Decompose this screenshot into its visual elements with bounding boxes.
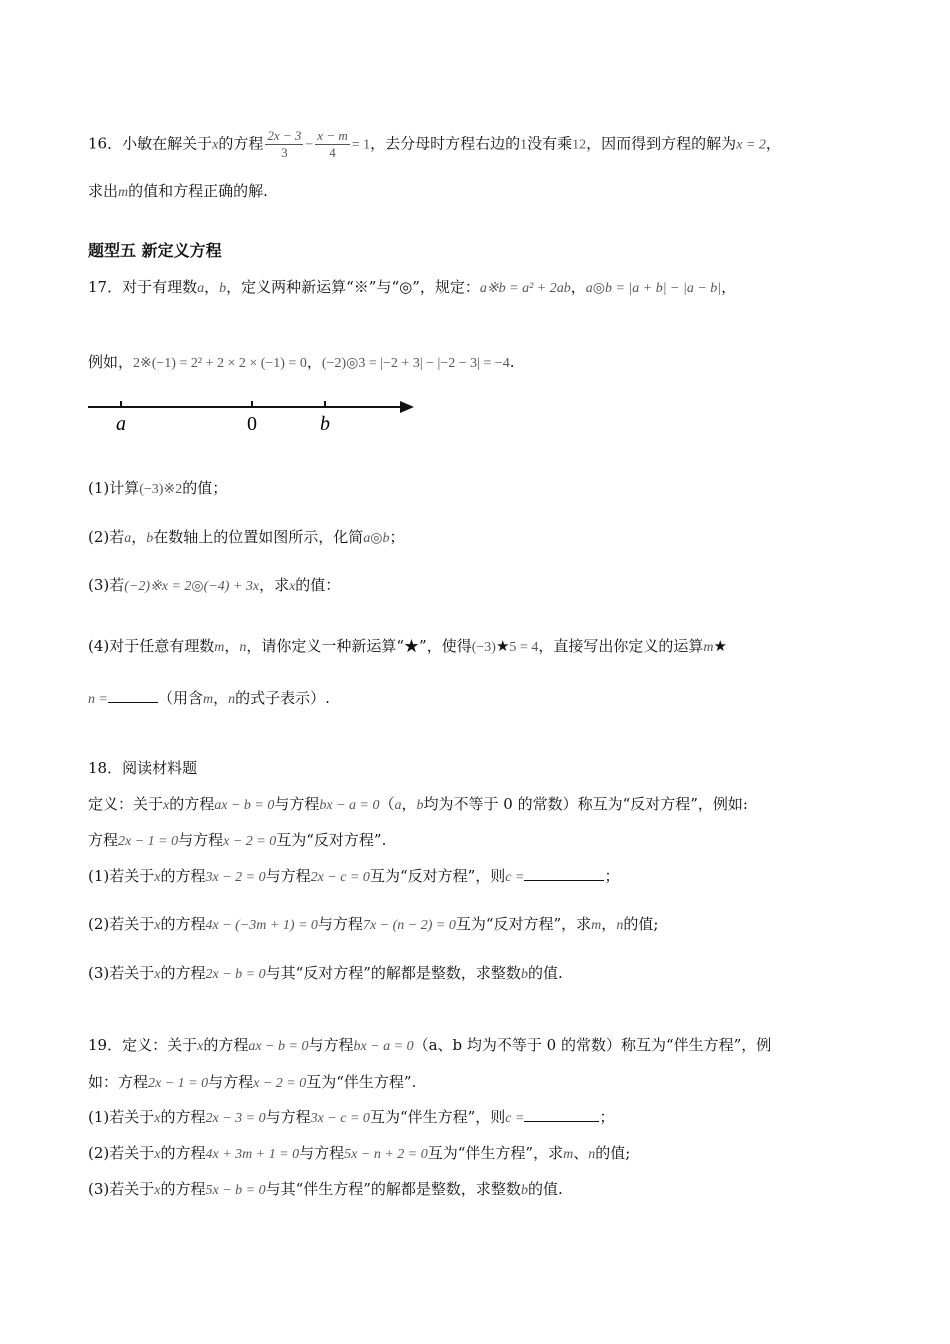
text: 互为“伴生方程”，求 [427,1144,564,1162]
math-expr: 3x − 2 = 0 [205,870,266,885]
math-num: 12 [572,137,587,153]
math-var: n [228,692,236,707]
math-expr: (−3)※2 [139,482,183,497]
text: ， [721,278,737,296]
text: 定义：关于 [122,1036,198,1054]
q18-p2 [88,914,658,936]
math-op: − [305,137,314,153]
text: 的值; [623,915,659,933]
text: 的值. [527,964,563,982]
text: 例如， [88,353,134,371]
q18-p1 [88,866,619,888]
math-var: x [289,579,296,594]
q18-definition [88,794,748,816]
text: 互为“反对方程”，则 [369,867,506,885]
math-expr: 5x − n + 2 = 0 [344,1147,428,1162]
math-expr: bx − a = 0 [319,798,380,813]
text: 方程 [88,831,119,849]
text: (1)计算 [88,479,140,497]
text: 的方程 [160,1180,206,1198]
math-var: b [520,1183,528,1198]
math-expr: 7x − (n − 2) = 0 [362,918,456,933]
text: 的方程 [169,795,215,813]
math-var: x [197,1039,204,1054]
answer-blank[interactable] [108,688,158,703]
text: 定义：关于 [88,795,164,813]
math-eq: = 1 [351,137,371,153]
text: 互为“反对方程”，求 [455,915,592,933]
q19-p1 [88,1107,614,1129]
text: 与其“反对方程”的解都是整数，求整数 [265,964,521,982]
text: ，请你定义一种新运算“★”，使得 [246,637,472,655]
text: (4)对于任意有理数 [88,637,215,655]
q18-example [88,830,386,852]
question-number: 17． [88,278,123,296]
text: (1)若关于 [88,867,155,885]
text: 互为“反对方程”. [276,831,387,849]
section-heading: 题型五 新定义方程 [88,241,222,260]
math-var: n [588,1147,596,1162]
text: 的值; [595,1144,631,1162]
text: ； [599,1108,615,1126]
label-zero: 0 [247,413,257,435]
text: ， [570,278,586,296]
math-expr: (−2)◎3 = |−2 + 3| − |−2 − 3| = −4 [321,356,510,371]
text: 的值和方程正确的解. [128,182,268,200]
q17-example [88,352,514,374]
math-expr: 5 = 4 [509,640,539,655]
q17-p4-line2 [88,688,330,710]
math-expr: 2x − 1 = 0 [148,1076,209,1091]
math-var: m [214,640,225,655]
text: 与方程 [274,795,320,813]
text: 求出 [88,182,119,200]
q19-p3 [88,1179,563,1201]
text: 的方程 [160,1108,206,1126]
q16-line1 [88,128,781,161]
q17-p4 [88,636,727,658]
text: 与方程 [265,867,311,885]
math-var: b [146,531,154,546]
text: 没有乘 [527,134,573,153]
math-var: a [394,798,402,813]
math-expr: a※b = a² + 2ab [479,281,571,296]
text: ； [604,867,620,885]
math-expr: ax − b = 0 [248,1039,309,1054]
text: ， [306,353,322,371]
denominator: 4 [329,145,336,160]
text: 的方程 [203,1036,249,1054]
text: （用含 [157,689,203,707]
q19-example [88,1072,416,1094]
math-expr: 2x − b = 0 [205,967,266,982]
label-b: b [320,413,330,435]
text: 的方程 [160,1144,206,1162]
math-expr: (−3) [471,640,496,655]
math-var: m [118,185,129,200]
text: 的值. [527,1180,563,1198]
math-var: a [124,531,132,546]
denominator: 3 [281,145,288,160]
math-expr: 4x − (−3m + 1) = 0 [205,918,318,933]
math-var: x [154,1111,161,1126]
text: 与方程 [178,831,224,849]
q19-definition [88,1035,771,1057]
text: 的值： [295,576,341,594]
q17-line1 [88,277,736,299]
math-expr: a◎b [363,531,390,546]
question-number: 19． [88,1036,123,1054]
math-expr: 2x − c = 0 [310,870,370,885]
math-var: b [219,281,227,296]
text: ， [213,689,229,707]
q17-p1 [88,478,227,500]
math-var: a [197,281,205,296]
text: 小敏在解关于 [122,134,213,153]
text: 均为不等于 0 的常数）称互为“反对方程”，例如: [423,795,748,813]
math-var: x [154,1147,161,1162]
text: 、 [573,1144,589,1162]
text: ， [601,915,617,933]
text: 在数轴上的位置如图所示，化简 [153,528,364,546]
text: 的方程 [218,134,264,153]
math-var: x [154,918,161,933]
math-var: m [202,692,214,707]
text: 对于有理数 [122,278,198,296]
fraction-1 [265,128,303,161]
math-expr: 5x − b = 0 [205,1183,266,1198]
text: ； [389,528,405,546]
text: ， [765,134,781,153]
text: 阅读材料题 [122,759,198,777]
text: ，求 [259,576,290,594]
math-var: b [416,798,424,813]
text: 与方程 [208,1073,254,1091]
answer-blank[interactable] [524,1107,599,1122]
text: 的值； [182,479,228,497]
star-operator: ★ [713,637,727,655]
text: . [509,353,515,371]
q17-p3 [88,575,340,597]
q18-p3 [88,963,563,985]
text: (1)若关于 [88,1108,155,1126]
math-var: x [163,798,170,813]
math-expr: 4x + 3m + 1 = 0 [205,1147,300,1162]
text: ， [401,795,417,813]
math-expr: 2※(−1) = 2² + 2 × 2 × (−1) = 0 [133,356,307,371]
text: 与其“伴生方程”的解都是整数，求整数 [265,1180,521,1198]
math-var: n [239,640,247,655]
text: ， [224,637,240,655]
math-expr: 2x − 3 = 0 [205,1111,266,1126]
math-expr: (−2)※x = 2◎(−4) + 3x [124,579,260,594]
math-var: x [154,870,161,885]
text: 的式子表示）. [235,689,330,707]
math-var: n [616,918,624,933]
text: (2)若关于 [88,915,155,933]
text: ，定义两种新运算“※”与“◎”，规定： [226,278,480,296]
math-expr: 2x − 1 = 0 [118,834,179,849]
math-expr: bx − a = 0 [353,1039,414,1054]
text: （a、b 均为不等于 0 的常数）称互为“伴生方程”，例 [413,1036,772,1054]
text: （ [379,795,395,813]
label-a: a [116,413,126,435]
math-expr: x − 2 = 0 [223,834,277,849]
answer-blank[interactable] [524,866,604,881]
text: ，直接写出你定义的运算 [538,637,704,655]
q17-p2 [88,527,405,549]
text: 互为“伴生方程”，则 [369,1108,506,1126]
math-var: m [703,640,714,655]
text: ， [131,528,147,546]
numerator: x − m [317,128,348,143]
math-expr: ax − b = 0 [214,798,275,813]
q16-line2 [88,181,268,203]
question-number: 16． [88,134,123,153]
fraction-2 [315,128,349,161]
arrow-head [400,401,414,413]
text: ，去分母时方程右边的 [370,134,521,153]
star-operator: ★ [495,637,510,655]
math-var: m [563,1147,574,1162]
text: 的方程 [160,964,206,982]
math-var: x [154,1183,161,1198]
text: 如：方程 [88,1073,149,1091]
q19-p2 [88,1143,630,1165]
text: ，因而得到方程的解为 [586,134,737,153]
q18-title [88,758,197,778]
question-number: 18． [88,759,123,777]
math-num: 1 [520,137,528,153]
text: 的方程 [160,867,206,885]
text: (3)若关于 [88,1180,155,1198]
text: ， [204,278,220,296]
math-expr: c = [505,870,525,885]
math-expr: x − 2 = 0 [253,1076,307,1091]
text: (3)若 [88,576,125,594]
math-expr: 3x − c = 0 [310,1111,370,1126]
numerator: 2x − 3 [267,128,302,143]
text: 互为“伴生方程”. [306,1073,417,1091]
math-var: m [591,918,602,933]
number-line-figure [88,390,428,440]
text: 与方程 [308,1036,354,1054]
text: (3)若关于 [88,964,155,982]
math-var: x [154,967,161,982]
math-expr: n = [88,692,108,707]
math-expr: x = 2 [736,137,766,153]
text: 与方程 [265,1108,311,1126]
math-var: b [520,967,528,982]
text: 与方程 [317,915,363,933]
text: 的方程 [160,915,206,933]
text: 与方程 [299,1144,345,1162]
math-var: x [212,137,219,153]
text: (2)若 [88,528,125,546]
text: (2)若关于 [88,1144,155,1162]
math-expr: c = [505,1111,525,1126]
math-expr: a◎b = |a + b| − |a − b| [585,281,722,296]
